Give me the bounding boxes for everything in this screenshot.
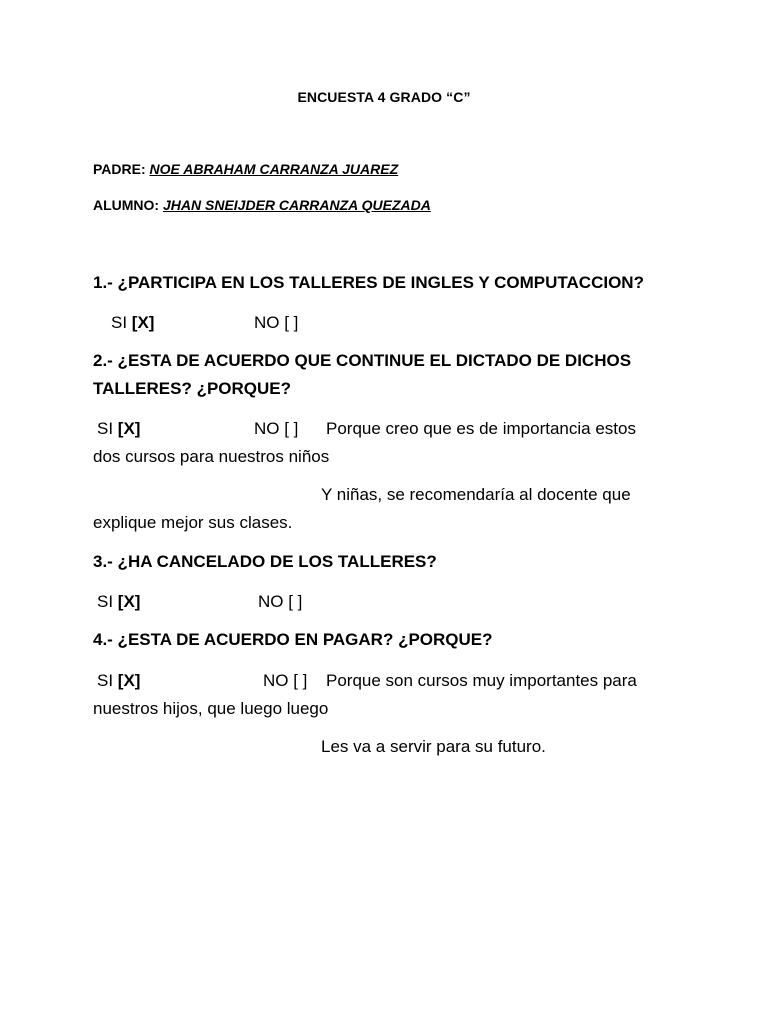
q2-si (97, 419, 140, 439)
q2-answer-line1: Porque creo que es de importancia estos (326, 419, 636, 438)
q4-answer-line1: Porque son cursos muy importantes para (326, 671, 637, 690)
q1-si-mark: [X] (131, 313, 155, 332)
padre-name: NOE ABRAHAM CARRANZA JUAREZ (149, 161, 399, 177)
padre-line (93, 161, 398, 177)
question-4: 4.- ¿ESTA DE ACUERDO EN PAGAR? ¿PORQUE? (93, 630, 493, 649)
q4-answer-line2: nuestros hijos, que luego luego (93, 699, 329, 718)
q4-si-mark: [X] (117, 671, 141, 690)
q4-si-label: SI (97, 671, 114, 690)
question-2: 2.- ¿ESTA DE ACUERDO QUE CONTINUE EL DICTADO DE DICHOS TALLERES? ¿PORQUE? (93, 351, 632, 398)
q3-si-label: SI (97, 592, 114, 611)
q1-si (111, 313, 154, 333)
question-3: 3.- ¿HA CANCELADO DE LOS TALLERES? (93, 552, 437, 571)
alumno-line (93, 197, 431, 213)
q2-no: NO [ ] (254, 419, 299, 438)
q3-si-mark: [X] (117, 592, 141, 611)
q2-answer-line2: dos cursos para nuestros niños (93, 447, 330, 466)
q3-si (97, 592, 140, 612)
q2-answer-extra2: explique mejor sus clases. (93, 513, 293, 532)
survey-title: ENCUESTA 4 GRADO “C” (297, 89, 471, 105)
padre-label: PADRE: (93, 161, 146, 177)
q2-si-label: SI (97, 419, 114, 438)
q3-no: NO [ ] (258, 592, 303, 611)
alumno-label: ALUMNO: (93, 197, 160, 213)
q1-no: NO [ ] (254, 313, 299, 332)
q4-answer-extra: Les va a servir para su futuro. (321, 737, 546, 756)
alumno-name: JHAN SNEIJDER CARRANZA QUEZADA (163, 197, 431, 213)
q2-si-mark: [X] (117, 419, 141, 438)
q2-answer-extra: Y niñas, se recomendaría al docente que (321, 485, 631, 504)
question-1: 1.- ¿PARTICIPA EN LOS TALLERES DE INGLES Y COMPUTACCION? (93, 273, 644, 292)
q4-no: NO [ ] (263, 671, 308, 690)
q1-si-label: SI (111, 313, 128, 332)
q4-si (97, 671, 140, 691)
